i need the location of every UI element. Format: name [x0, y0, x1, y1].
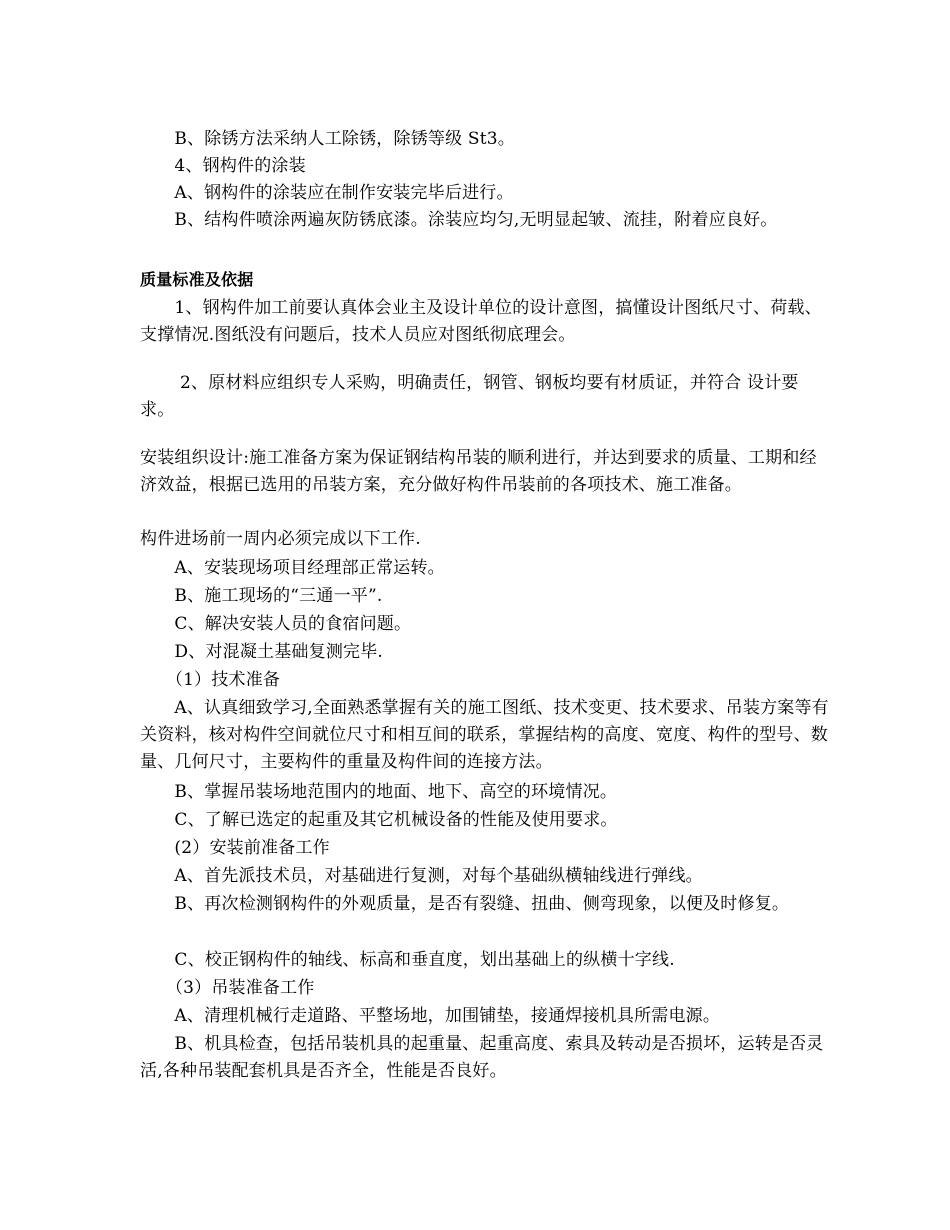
paragraph-coating-heading: 4、钢构件的涂装 [140, 156, 306, 176]
paragraph-preentry-work: 构件进场前一周内必须完成以下工作. [140, 529, 421, 549]
paragraph-technical-a: A、认真细致学习,全面熟悉掌握有关的施工图纸、技术变更、技术要求、吊装方案等有关资料，核对构件空间就位尺寸和相互间的联系，掌握结构的高度、宽度、构件的型号、数量、几何尺寸，主要构件的重量及构件间的连接方法。 [140, 698, 829, 772]
paragraph-pre-installation-a: A、首先派技术员，对基础进行复测，对每个基础纵横轴线进行弹线。 [140, 866, 703, 886]
section-heading-quality-standards: 质量标准及依据 [140, 270, 254, 289]
paragraph-quality-2: 2、原材料应组织专人采购，明确责任，钢管、钢板均要有材质证，并符合 设计要求。 [140, 373, 799, 420]
list-item-a: A、安装现场项目经理部正常运转。 [140, 558, 445, 578]
paragraph-installation-design: 安装组织设计:施工准备方案为保证钢结构吊装的顺利进行，并达到要求的质量、工期和经济效益，根据已选用的吊装方案，充分做好构件吊装前的各项技术、施工准备。 [140, 448, 817, 495]
paragraph-technical-b: B、掌握吊装场地范围内的地面、地下、高空的环境情况。 [140, 782, 618, 802]
subheading-pre-installation: (2）安装前准备工作 [140, 838, 330, 858]
subheading-technical-prep: （1）技术准备 [140, 670, 281, 690]
paragraph-coating-a: A、钢构件的涂装应在制作安装完毕后进行。 [140, 183, 514, 203]
paragraph-technical-c: C、了解已选定的起重及其它机械设备的性能及使用要求。 [140, 810, 618, 830]
paragraph-derusting-method: B、除锈方法采纳人工除锈，除锈等级 St3。 [140, 129, 515, 149]
paragraph-coating-b: B、结构件喷涂两遍灰防锈底漆。涂装应均匀,无明显起皱、流挂，附着应良好。 [140, 210, 778, 230]
subheading-lifting-prep: （3）吊装准备工作 [140, 978, 315, 998]
paragraph-pre-installation-c: C、校正钢构件的轴线、标高和垂直度，划出基础上的纵横十字线. [140, 950, 675, 970]
paragraph-lifting-b: B、机具检查，包括吊装机具的起重量、起重高度、索具及转动是否损坏，运转是否灵活,各种吊装配套机具是否齐全，性能是否良好。 [140, 1034, 824, 1081]
paragraph-lifting-a: A、清理机械行走道路、平整场地，加围铺垫，接通焊接机具所需电源。 [140, 1006, 721, 1026]
paragraph-quality-1: 1、钢构件加工前要认真体会业主及设计单位的设计意图，搞懂设计图纸尺寸、荷载、支撑情况.图纸没有问题后，技术人员应对图纸彻底理会。 [140, 298, 822, 345]
list-item-c: C、解决安装人员的食宿问题。 [140, 614, 412, 634]
paragraph-pre-installation-b: B、再次检测钢构件的外观质量，是否有裂缝、扭曲、侧弯现象，以便及时修复。 [140, 894, 790, 914]
list-item-b: B、施工现场的“三通一平”. [140, 586, 383, 606]
list-item-d: D、对混凝土基础复测完毕. [140, 642, 384, 662]
